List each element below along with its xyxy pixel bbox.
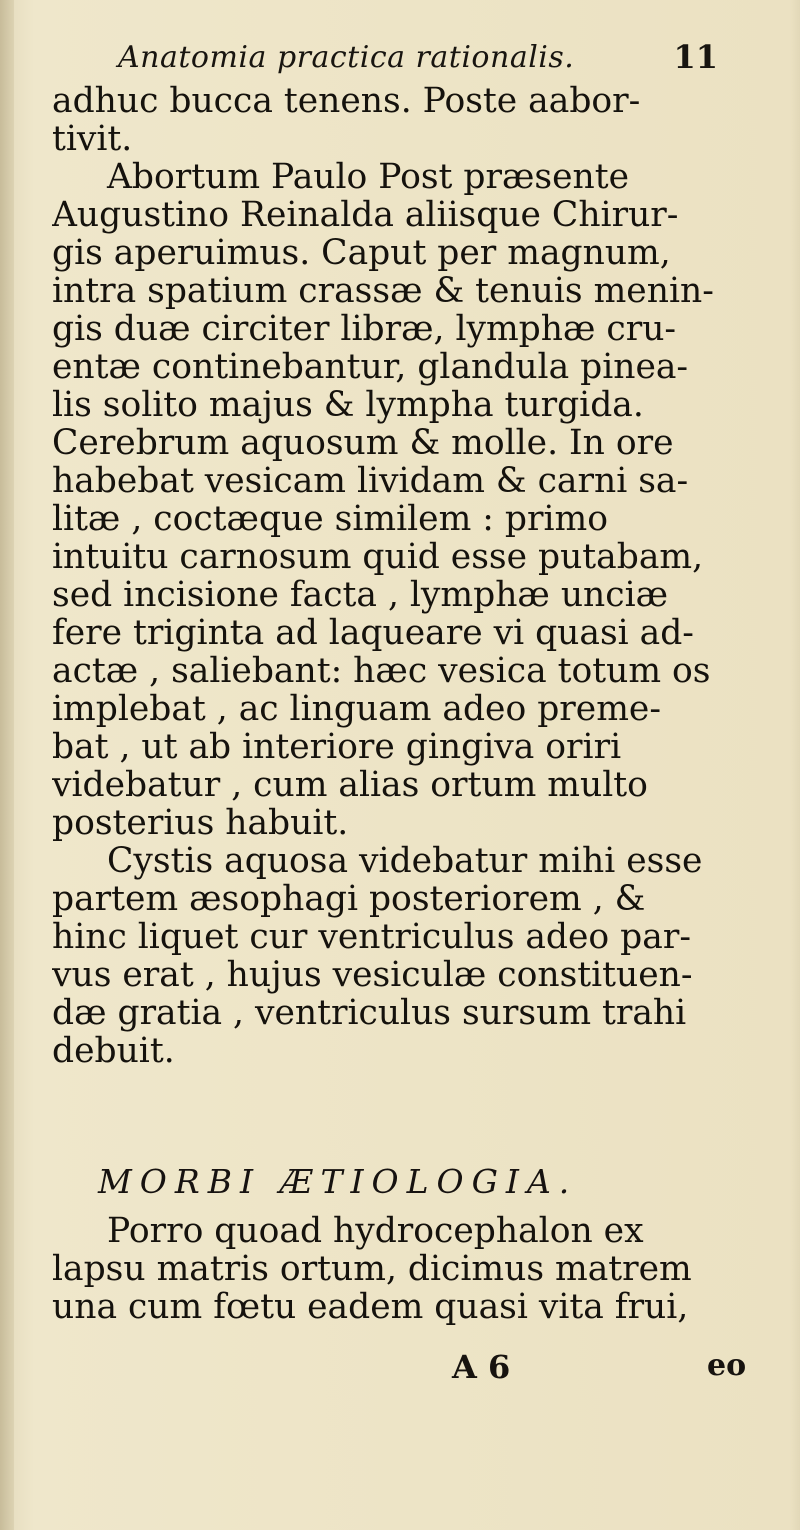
text-line: vus erat , hujus vesiculæ constituen- — [52, 956, 693, 994]
page-number: 11 — [673, 38, 718, 76]
text-line: bat , ut ab interiore gingiva oriri — [52, 728, 622, 766]
text-line: gis aperuimus. Caput per magnum, — [52, 234, 671, 272]
text-line: intra spatium crassæ & tenuis menin- — [52, 272, 714, 310]
text-line: gis duæ circiter libræ, lymphæ cru- — [52, 310, 677, 348]
text-line: implebat , ac linguam adeo preme- — [52, 690, 661, 728]
text-line: tivit. — [52, 120, 133, 158]
text-line: videbatur , cum alias ortum multo — [52, 766, 648, 804]
text-line: posterius habuit. — [52, 804, 349, 842]
text-line: entæ continebantur, glandula pinea- — [52, 348, 689, 386]
text-line: sed incisione facta , lymphæ unciæ — [52, 576, 669, 614]
text-line: dæ gratia , ventriculus sursum trahi — [52, 994, 687, 1032]
text-line: adhuc bucca tenens. Poste aabor- — [52, 82, 641, 120]
running-head — [118, 30, 718, 88]
running-title: Anatomia practica rationalis. — [118, 40, 575, 75]
text-line: actæ , saliebant: hæc vesica totum os — [52, 652, 711, 690]
text-line: hinc liquet cur ventriculus adeo par- — [52, 918, 691, 956]
page-gutter — [0, 0, 14, 1530]
text-line: Cystis aquosa videbatur mihi esse — [107, 842, 703, 880]
text-line: lis solito majus & lympha turgida. — [52, 386, 644, 424]
text-line: Abortum Paulo Post præsente — [107, 158, 629, 196]
text-line: debuit. — [52, 1032, 175, 1070]
text-line: Cerebrum aquosum & molle. In ore — [52, 424, 674, 462]
main-text — [52, 82, 742, 1070]
section-heading: MORBI ÆTIOLOGIA. — [98, 1162, 578, 1201]
text-line: Porro quoad hydrocephalon ex — [107, 1212, 644, 1250]
text-line: fere triginta ad laqueare vi quasi ad- — [52, 614, 694, 652]
signature-mark: A 6 — [452, 1348, 511, 1386]
text-line: habebat vesicam lividam & carni sa- — [52, 462, 689, 500]
catchword: eo — [707, 1348, 747, 1383]
page-footer — [0, 1344, 800, 1394]
text-line: partem æsophagi posteriorem , & — [52, 880, 646, 918]
text-line: litæ , coctæque similem : primo — [52, 500, 608, 538]
section-text — [52, 1212, 742, 1326]
text-line: lapsu matris ortum, dicimus matrem — [52, 1250, 692, 1288]
text-line: intuitu carnosum quid esse putabam, — [52, 538, 704, 576]
text-line: una cum fœtu eadem quasi vita frui, — [52, 1288, 689, 1326]
text-line: Augustino Reinalda aliisque Chirur- — [52, 196, 679, 234]
